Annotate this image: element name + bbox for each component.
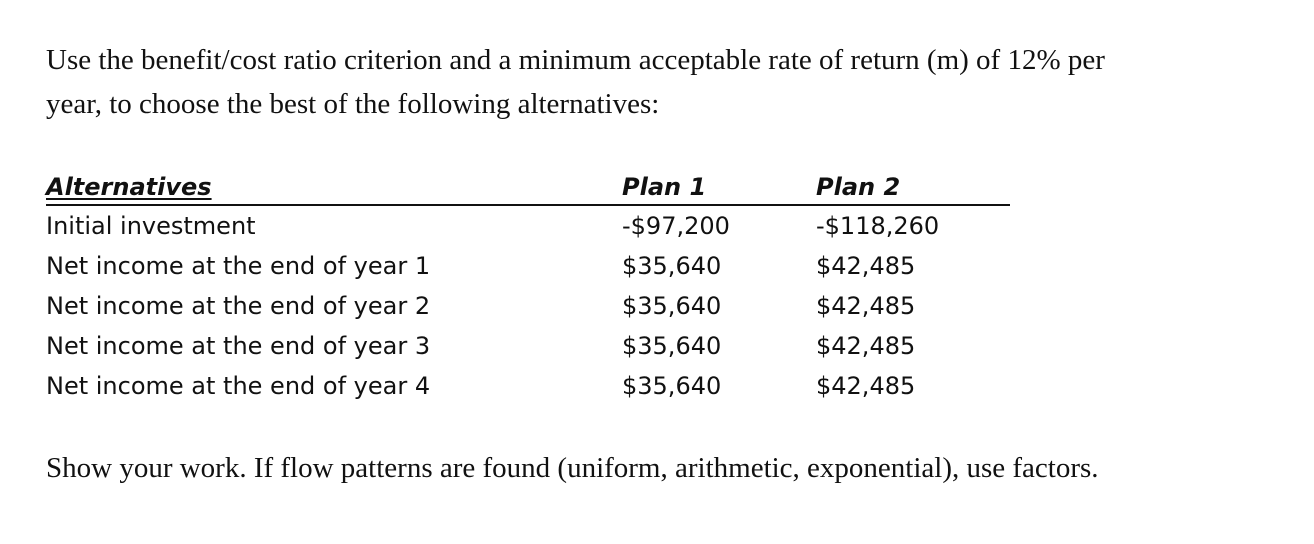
table-header-row xyxy=(46,170,1010,206)
plan-2-value: $42,485 xyxy=(816,252,916,280)
plan-1-value: $35,640 xyxy=(622,252,722,280)
plan-1-value: $35,640 xyxy=(622,332,722,360)
problem-statement xyxy=(46,38,1276,126)
table-row xyxy=(46,286,1010,326)
plan-1-value: $35,640 xyxy=(622,372,722,400)
table-row xyxy=(46,366,1010,406)
problem-statement-line-2: year, to choose the best of the following alternatives: xyxy=(46,88,660,120)
plan-2-value: $42,485 xyxy=(816,372,916,400)
table-row xyxy=(46,206,1010,246)
header-plan-2: Plan 2 xyxy=(816,173,901,201)
row-label: Initial investment xyxy=(46,212,256,240)
plan-2-value: -$118,260 xyxy=(816,212,940,240)
table-row xyxy=(46,326,1010,366)
instructions: Show your work. If flow patterns are found (uniform, arithmetic, exponential), use factors. xyxy=(46,452,1099,484)
header-alternatives: Alternatives xyxy=(46,173,212,201)
problem-statement-line-1: Use the benefit/cost ratio criterion and a minimum acceptable rate of return (m) of 12% per xyxy=(46,44,1105,76)
row-label: Net income at the end of year 4 xyxy=(46,372,431,400)
plan-1-value: -$97,200 xyxy=(622,212,730,240)
row-label: Net income at the end of year 2 xyxy=(46,292,431,320)
plan-2-value: $42,485 xyxy=(816,292,916,320)
header-plan-1: Plan 1 xyxy=(622,173,707,201)
plan-2-value: $42,485 xyxy=(816,332,916,360)
plan-1-value: $35,640 xyxy=(622,292,722,320)
row-label: Net income at the end of year 1 xyxy=(46,252,431,280)
table-row xyxy=(46,246,1010,286)
alternatives-table xyxy=(46,170,1010,406)
row-label: Net income at the end of year 3 xyxy=(46,332,431,360)
